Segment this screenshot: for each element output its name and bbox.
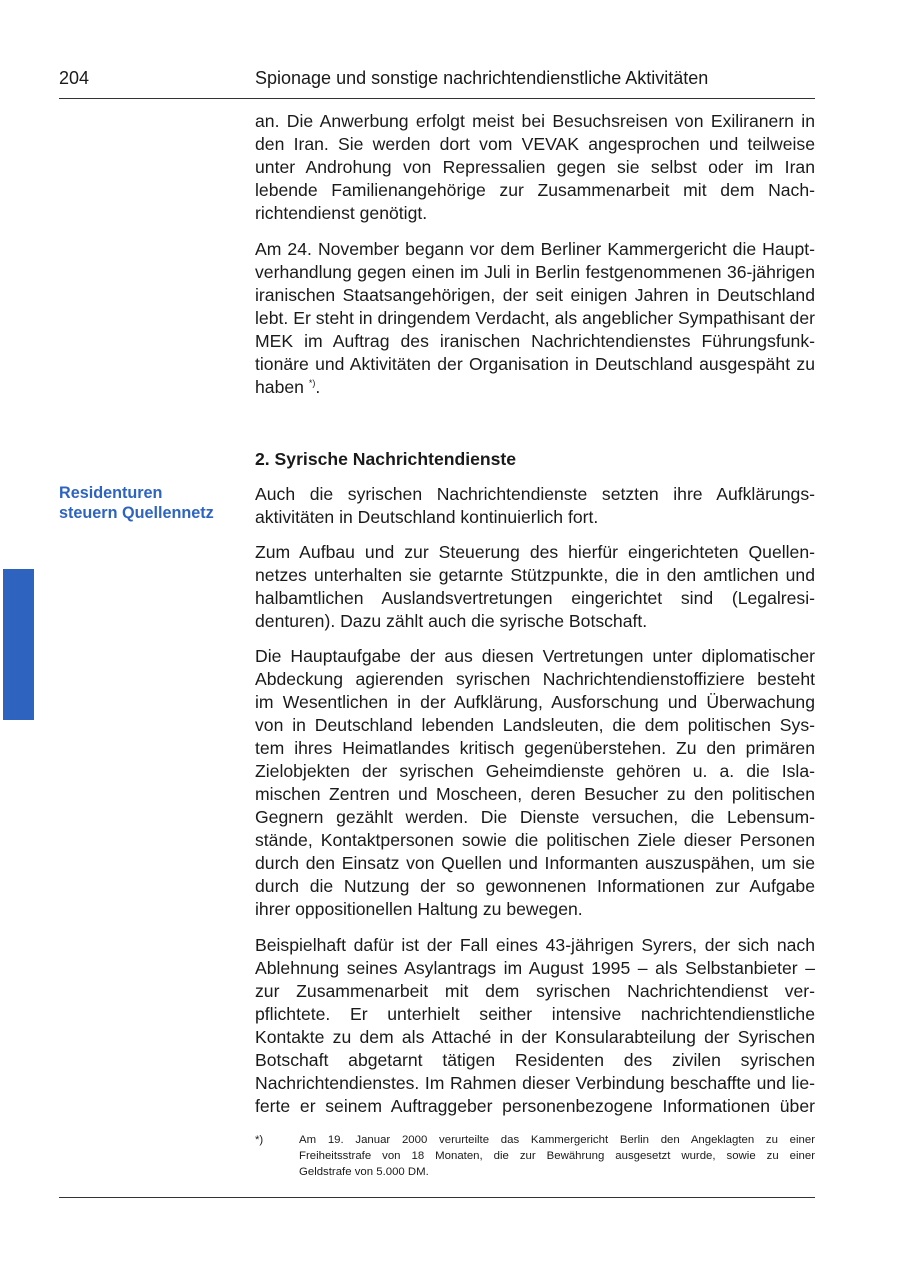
text-line: Ablehnung seines Asylantrags im August 1995 – als Selbstanbieter – xyxy=(255,958,815,978)
text-line: MEK im Auftrag des iranischen Nachrichtendienstes Führungsfunk- xyxy=(255,331,815,351)
text-line: pflichtete. Er unterhielt seither intensive nachrichtendienstliche xyxy=(255,1004,815,1024)
text-line: im Wesentlichen in der Aufklärung, Ausforschung und Überwachung xyxy=(255,692,815,712)
text-line: halbamtlichen Auslandsvertretungen eingerichtet sind (Legalresi- xyxy=(255,588,815,608)
text-line: Nachrichtendienstes. Im Rahmen dieser Verbindung beschaffte und lie- xyxy=(255,1073,815,1093)
text-line: Am 24. November begann vor dem Berliner Kammergericht die Haupt- xyxy=(255,239,815,259)
margin-note-line: Residenturen xyxy=(59,484,163,502)
footer-rule xyxy=(59,1197,815,1198)
paragraph-6 xyxy=(255,934,815,1118)
text-line: ihrer oppositionellen Haltung zu bewegen. xyxy=(255,899,583,919)
text-line: zur Zusammenarbeit mit dem syrischen Nachrichtendienst ver- xyxy=(255,981,815,1001)
text-line: lebt. Er steht in dringendem Verdacht, als angeblicher Sympathisant der xyxy=(255,308,815,328)
paragraph-4 xyxy=(255,541,815,633)
text-line: iranischen Staatsangehörigen, der seit einigen Jahren in Deutschland xyxy=(255,285,815,305)
text-line: durch die Nutzung der so gewonnenen Informationen zur Aufgabe xyxy=(255,876,815,896)
text-line: durch den Einsatz von Quellen und Informanten auszuspähen, um sie xyxy=(255,853,815,873)
text-line: aktivitäten in Deutschland kontinuierlich fort. xyxy=(255,507,599,527)
footnote-mark: *) xyxy=(255,1134,264,1146)
text-line: Abdeckung agierenden syrischen Nachrichtendienstoffiziere besteht xyxy=(255,669,815,689)
footnote-line: Am 19. Januar 2000 verurteilte das Kammergericht Berlin den Angeklagten zu einer xyxy=(299,1134,815,1146)
text-line xyxy=(255,376,815,399)
margin-note xyxy=(59,483,239,523)
paragraph-3 xyxy=(255,483,815,529)
text-line: stände, Kontaktpersonen sowie die politischen Ziele dieser Personen xyxy=(255,830,815,850)
text-line: richtendienst genötigt. xyxy=(255,203,428,223)
text-fragment: haben xyxy=(255,377,304,397)
text-line: lebende Familienangehörige zur Zusammenarbeit mit dem Nach- xyxy=(255,180,815,200)
footnote-line: Freiheitsstrafe von 18 Monaten, die zur Bewährung ausgesetzt wurde, sowie zu einer xyxy=(299,1150,815,1162)
page-header xyxy=(59,66,815,99)
text-line: verhandlung gegen einen im Juli in Berlin festgenommenen 36-jährigen xyxy=(255,262,815,282)
text-line: tem ihres Heimatlandes kritisch gegenüberstehen. Zu den primären xyxy=(255,738,815,758)
running-title: Spionage und sonstige nachrichtendienstliche Aktivitäten xyxy=(255,68,709,88)
text-line: den Iran. Sie werden dort vom VEVAK angesprochen und teilweise xyxy=(255,134,815,154)
text-line: von in Deutschland lebenden Landsleuten, die dem politischen Sys- xyxy=(255,715,815,735)
text-line: Die Hauptaufgabe der aus diesen Vertretungen unter diplomatischer xyxy=(255,646,815,666)
text-line: Gegnern gezählt werden. Die Dienste versuchen, die Lebensum- xyxy=(255,807,815,827)
text-line: Botschaft abgetarnt tätigen Residenten des zivilen syrischen xyxy=(255,1050,815,1070)
text-line: netzes unterhalten sie getarnte Stützpunkte, die in den amtlichen und xyxy=(255,565,815,585)
section-heading: 2. Syrische Nachrichtendienste xyxy=(255,449,517,469)
text-line: an. Die Anwerbung erfolgt meist bei Besuchsreisen von Exiliranern in xyxy=(255,111,815,131)
text-line: Beispielhaft dafür ist der Fall eines 43-jährigen Syrers, der sich nach xyxy=(255,935,815,955)
paragraph-5 xyxy=(255,645,815,921)
text-line: mischen Zentren und Moscheen, deren Besucher zu den politischen xyxy=(255,784,815,804)
text-line: tionäre und Aktivitäten der Organisation in Deutschland ausgespäht zu xyxy=(255,354,815,374)
text-line: Zielobjekten der syrischen Geheimdienste gehören u. a. die Isla- xyxy=(255,761,815,781)
footnote-line: Geldstrafe von 5.000 DM. xyxy=(299,1166,429,1178)
margin-note-line: steuern Quellennetz xyxy=(59,504,214,522)
paragraph-1 xyxy=(255,110,815,225)
text-line: denturen). Dazu zählt auch die syrische Botschaft. xyxy=(255,611,648,631)
footnote-reference[interactable]: *) xyxy=(308,378,316,388)
text-line: Auch die syrischen Nachrichtendienste setzten ihre Aufklärungs- xyxy=(255,484,815,504)
chapter-tab-marker xyxy=(3,569,34,720)
page-number: 204 xyxy=(59,68,90,88)
text-fragment: . xyxy=(315,377,321,397)
text-line: ferte er seinem Auftraggeber personenbezogene Informationen über xyxy=(255,1096,815,1116)
footnote-text xyxy=(299,1132,815,1180)
text-line: Kontakte zu dem als Attaché in der Konsularabteilung der Syrischen xyxy=(255,1027,815,1047)
paragraph-2 xyxy=(255,238,815,399)
text-line: unter Androhung von Repressalien gegen sie selbst oder im Iran xyxy=(255,157,815,177)
text-line: Zum Aufbau und zur Steuerung des hierfür eingerichteten Quellen- xyxy=(255,542,815,562)
